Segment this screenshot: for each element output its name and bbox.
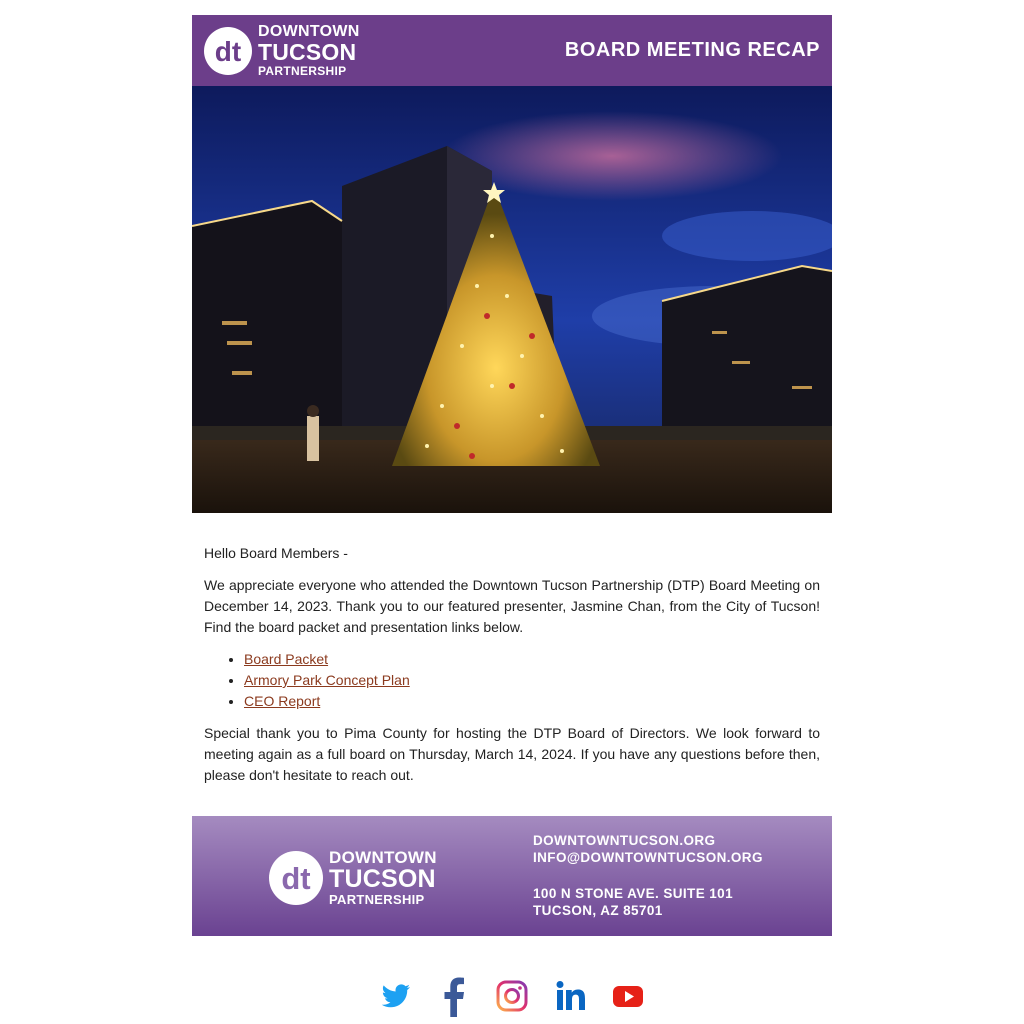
list-item — [244, 649, 820, 670]
svg-text:dt: dt — [281, 860, 311, 896]
logo-line2: TUCSON — [329, 865, 436, 893]
dt-logo-icon — [204, 27, 252, 75]
logo-line3: PARTNERSHIP — [258, 64, 347, 78]
email-header — [192, 15, 832, 86]
intro-paragraph: We appreciate everyone who attended the Downtown Tucson Partnership (DTP) Board Meeting on December 14, 2023. Thank you to our featured presenter, Jasmine Chan, from the City of Tucson! Find the board packet and presentation links below. — [204, 577, 820, 635]
list-item — [244, 670, 820, 691]
armory-park-plan-link[interactable]: Armory Park Concept Plan — [244, 672, 410, 688]
list-item — [244, 691, 820, 712]
contact-info — [533, 832, 763, 919]
website-link[interactable]: DOWNTOWNTUCSON.ORG — [533, 833, 716, 848]
logo-line1: DOWNTOWN — [329, 848, 437, 867]
email-container — [192, 15, 832, 936]
logo-wordmark — [329, 849, 437, 906]
logo-wordmark — [258, 24, 360, 77]
closing-paragraph: Special thank you to Pima County for hosting the DTP Board of Directors. We look forward to meeting again as a full board on Thursday, March 14, 2024. If you have any questions before then, please don't hesitate to reach out. — [204, 725, 820, 783]
footer-logo[interactable] — [269, 849, 437, 906]
resource-links — [204, 649, 820, 712]
address-line1: 100 N STONE AVE. SUITE 101 — [533, 886, 733, 901]
social-links — [0, 975, 1024, 1017]
email-body — [192, 513, 832, 786]
svg-text:dt: dt — [214, 35, 242, 67]
logo-line1: DOWNTOWN — [258, 23, 360, 40]
linkedin-icon[interactable] — [552, 975, 588, 1017]
logo-line3: PARTNERSHIP — [329, 892, 425, 907]
instagram-icon[interactable] — [494, 975, 530, 1017]
facebook-icon[interactable] — [436, 975, 472, 1017]
email-footer — [192, 816, 832, 936]
page-title: BOARD MEETING RECAP — [564, 39, 820, 61]
header-logo[interactable] — [204, 24, 360, 77]
greeting: Hello Board Members - — [204, 545, 348, 561]
address-line2: TUCSON, AZ 85701 — [533, 903, 663, 918]
hero-image — [192, 86, 832, 513]
ceo-report-link[interactable]: CEO Report — [244, 693, 321, 709]
board-packet-link[interactable]: Board Packet — [244, 651, 329, 667]
twitter-icon[interactable] — [378, 975, 414, 1017]
email-link[interactable]: INFO@DOWNTOWNTUCSON.ORG — [533, 850, 763, 865]
dt-logo-icon — [269, 851, 323, 905]
logo-line2: TUCSON — [258, 39, 357, 65]
youtube-icon[interactable] — [610, 975, 646, 1017]
